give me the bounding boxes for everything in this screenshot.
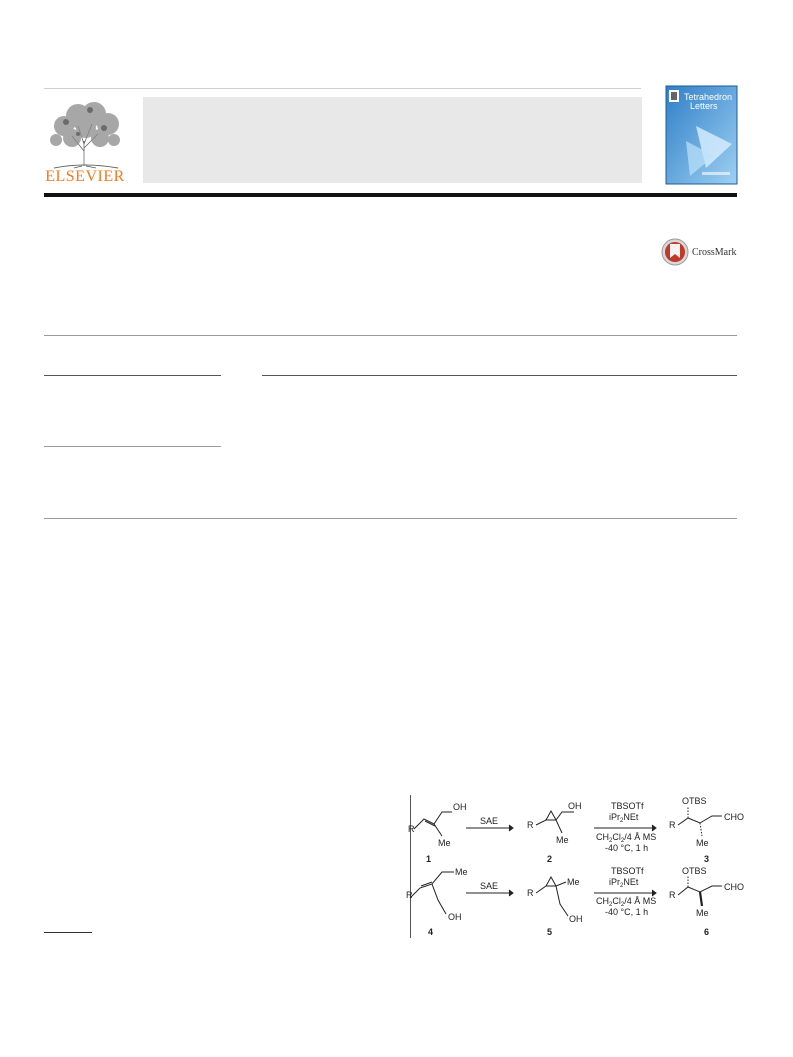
- c3-me-label: Me: [696, 838, 709, 848]
- r2-reagent-conditions: -40 °C, 1 h: [605, 907, 649, 917]
- c6-cho-label: CHO: [724, 882, 744, 892]
- cover-title: [684, 93, 736, 111]
- c3-r-label: R: [669, 820, 676, 830]
- r1-reagent-solvent: $CH_2Cl_2/4$ Å MS: [596, 832, 657, 844]
- c5-oh-label: OH: [569, 914, 583, 924]
- keywords-rule: [44, 446, 221, 447]
- cover-title-line-1: Tetrahedron: [684, 92, 733, 102]
- c6-number: 6: [704, 927, 710, 937]
- header-bottom-rule: [44, 193, 737, 197]
- step2-sae-label: SAE: [480, 881, 499, 891]
- c6-r-label: R: [669, 890, 676, 900]
- r2-reagent-base: iPr$_2$NEt: [609, 877, 639, 889]
- c5-me-label: Me: [567, 877, 580, 887]
- step1-sae-label: SAE: [480, 816, 499, 826]
- footnote-rule: [44, 932, 92, 933]
- article-info-rule: [44, 375, 221, 376]
- r1-reagent-base: iPr$_2$NEt: [609, 812, 639, 824]
- c4-number: 4: [428, 927, 434, 937]
- c4-me-label: Me: [455, 867, 468, 877]
- r2-reagent-tbsotf: TBSOTf: [611, 866, 644, 876]
- c3-number: 3: [704, 854, 710, 864]
- publisher-name: ELSEVIER: [45, 168, 125, 185]
- c6-me-label: Me: [696, 908, 709, 918]
- c6-otbs-label: OTBS: [682, 866, 707, 876]
- cover-title-line-2: Letters: [690, 101, 718, 111]
- journal-info-band: [143, 97, 642, 183]
- r2-reagent-solvent: $CH_2Cl_2/4$ Å MS: [596, 896, 657, 908]
- c2-r-label: R: [527, 820, 534, 830]
- c2-oh-label: OH: [568, 801, 582, 811]
- c3-cho-label: CHO: [724, 812, 744, 822]
- crossmark-icon[interactable]: [661, 238, 689, 266]
- crossmark-label[interactable]: CrossMark: [692, 247, 737, 258]
- c2-number: 2: [547, 854, 553, 864]
- c4-oh-label: OH: [448, 912, 462, 922]
- abstract-rule: [262, 375, 737, 376]
- article-bottom-rule: [44, 518, 737, 519]
- c1-oh-label: OH: [453, 802, 467, 812]
- header-top-rule: [44, 88, 641, 89]
- reaction-scheme: [408, 790, 748, 950]
- c3-otbs-label: OTBS: [682, 796, 707, 806]
- c5-r-label: R: [527, 888, 534, 898]
- c1-number: 1: [426, 854, 432, 864]
- c4-r-label: R: [406, 890, 413, 900]
- c1-me-label: Me: [438, 838, 451, 848]
- c2-me-label: Me: [556, 835, 569, 845]
- article-top-rule: [44, 335, 737, 336]
- c1-r-label: R: [408, 824, 415, 834]
- r1-reagent-tbsotf: TBSOTf: [611, 801, 644, 811]
- c5-number: 5: [547, 927, 553, 937]
- r1-reagent-conditions: -40 °C, 1 h: [605, 843, 649, 853]
